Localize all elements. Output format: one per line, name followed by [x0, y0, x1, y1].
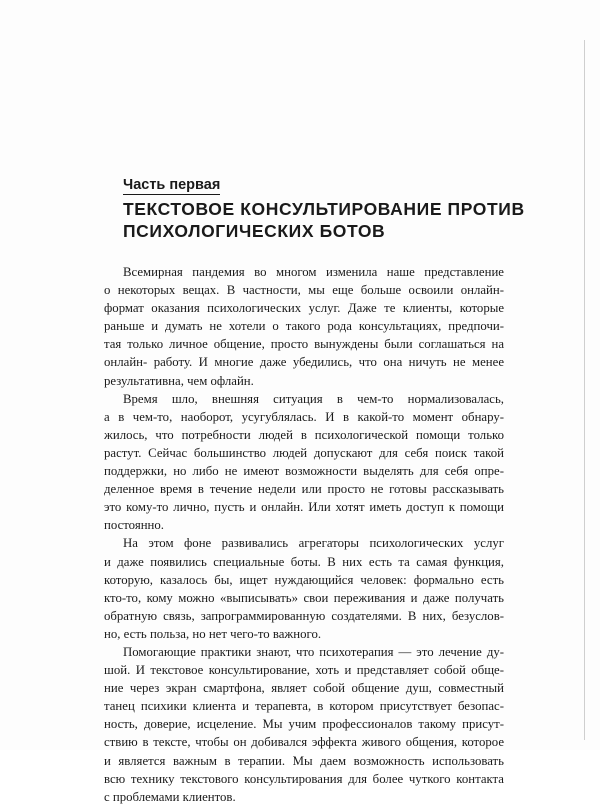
text-line: которую, казалось бы, ищет нуждающийся человек: формально есть: [104, 572, 504, 587]
text-line: онлайн- работу. И многие даже убедились, что она ничуть не менее: [104, 355, 504, 370]
text-line: ствию в тексте, чтобы он добивался эффекта живого общения, которое: [104, 735, 504, 750]
paragraph: [104, 263, 504, 390]
text-line: Время шло, внешняя ситуация в чем-то нормализовалась,: [123, 391, 504, 406]
text-line: шой. И текстовое консультирование, хоть и представляет собой обще-: [104, 663, 504, 678]
text-line: деленное время в течение недели или просто не готовы рассказывать: [104, 482, 504, 497]
chapter-title-line: ТЕКСТОВОЕ КОНСУЛЬТИРОВАНИЕ ПРОТИВ: [123, 199, 525, 219]
chapter-heading: [123, 176, 523, 242]
text-line: но, есть польза, но нет чего-то важного.: [104, 626, 322, 641]
text-line: Всемирная пандемия во многом изменила наше представление: [123, 265, 504, 279]
chapter-title: [123, 198, 523, 242]
text-line: с проблемами клиентов.: [104, 789, 236, 804]
text-line: ность, доверие, исцеление. Мы учим профессионалов такому присут-: [104, 717, 504, 732]
text-line: и даже появились специальные боты. В них есть та самая функция,: [104, 554, 504, 569]
text-line: кто-то, кому можно «выписывать» свои переживания и даже получать: [104, 590, 504, 605]
text-line: тая только личное общение, просто вынуждены были соглашаться на: [104, 337, 504, 352]
text-line: раньше и думать не хотели о такого рода консультациях, предпочи-: [104, 319, 504, 334]
chapter-title-line: ПСИХОЛОГИЧЕСКИХ БОТОВ: [123, 221, 386, 241]
paragraph: [104, 643, 504, 806]
text-line: постоянно.: [104, 518, 165, 533]
text-line: танец психики клиента и терапевта, в котором присутствует безопас-: [104, 699, 504, 714]
page-edge-divider: [584, 40, 585, 740]
body-text: [104, 263, 504, 806]
text-line: формат оказания психологических услуг. Даже те клиенты, которые: [104, 301, 504, 316]
text-line: а в чем-то, наоборот, усугублялась. И в какой-то момент обнару-: [104, 409, 504, 424]
text-line: и является важным в терапии. Мы даем возможность использовать: [104, 753, 504, 768]
text-line: обратную связь, запрограммированную создателями. В них, безуслов-: [104, 608, 504, 623]
text-line: это кому-то лично, пусть и онлайн. Или хотят иметь доступ к помощи: [104, 500, 504, 515]
text-line: всю технику текстового консультирования для более чуткого контакта: [104, 771, 504, 786]
text-line: результативна, чем офлайн.: [104, 373, 254, 388]
paragraph: [104, 534, 504, 643]
text-line: Помогающие практики знают, что психотерапия — это лечение ду-: [123, 644, 504, 659]
text-line: растут. Сейчас большинство людей допускают для себя поиск такой: [104, 445, 504, 460]
text-line: о некоторых вещах. В частности, мы еще больше освоили онлайн-: [104, 283, 504, 298]
text-line: поддержки, но либо не имеют возможности выделять для себя опре-: [104, 464, 504, 479]
text-line: ние через экран смартфона, являет собой общение душ, совместный: [104, 681, 504, 696]
text-line: На этом фоне развивались агрегаторы психологических услуг: [123, 536, 504, 551]
part-label: Часть первая: [123, 177, 221, 193]
paragraph: [104, 390, 504, 535]
text-line: жилось, что потребности людей в психологической помощи только: [104, 427, 504, 442]
